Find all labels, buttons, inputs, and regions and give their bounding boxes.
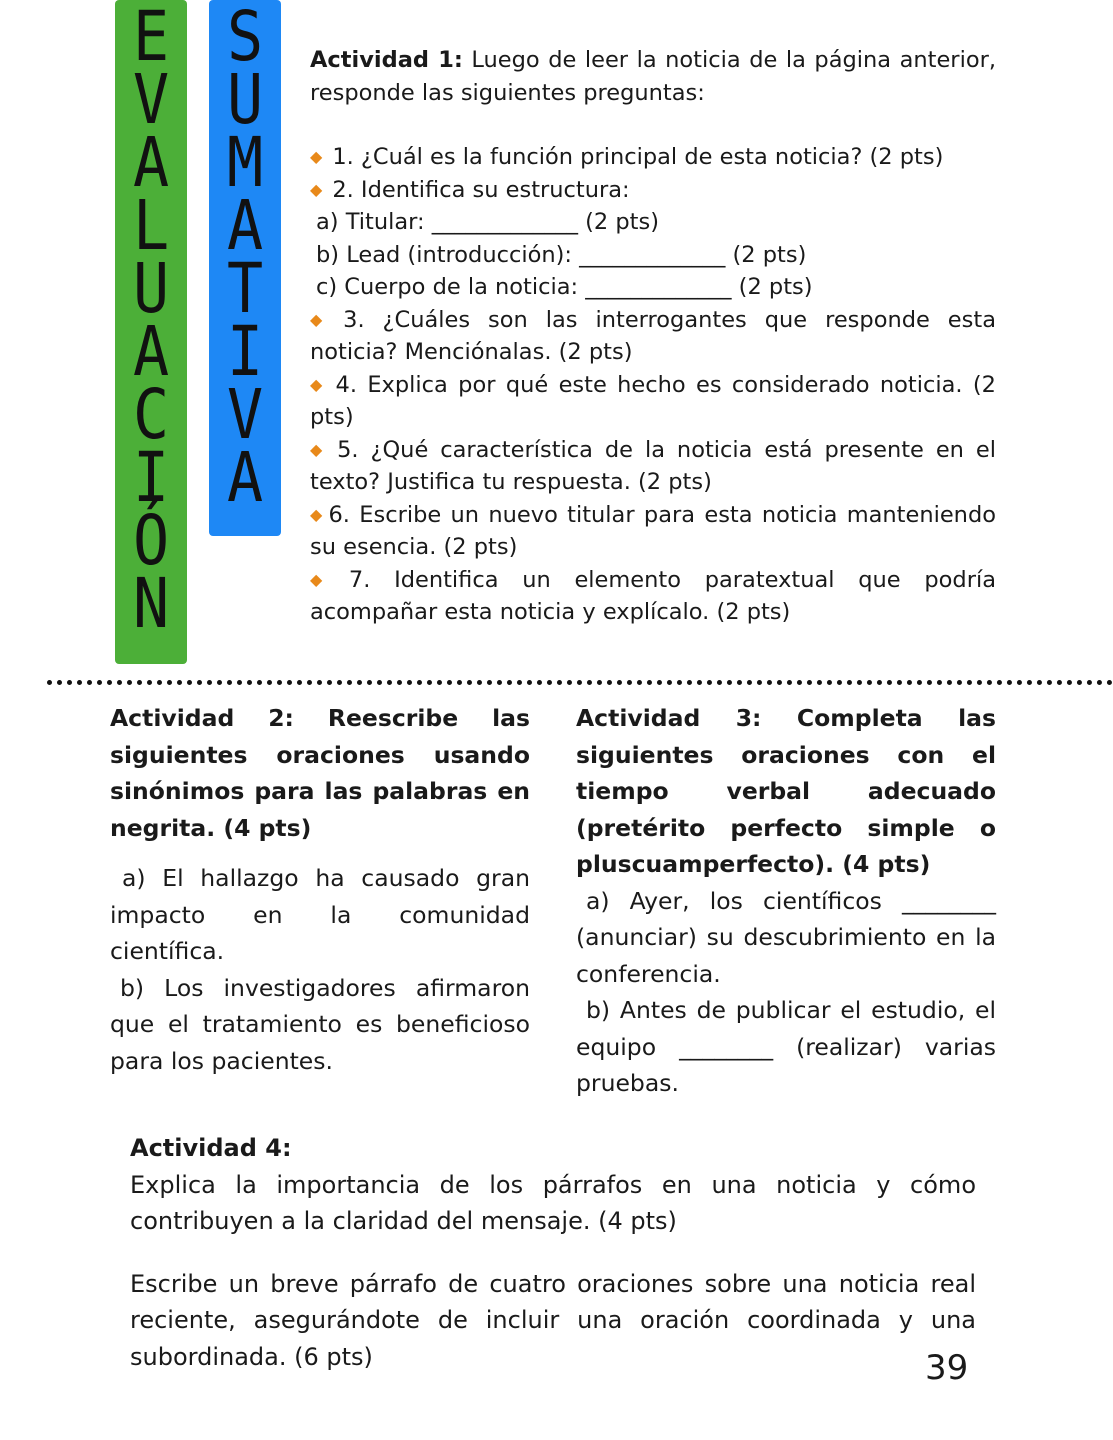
- banner-letter: I: [132, 437, 170, 519]
- banner-letter: U: [132, 248, 170, 330]
- question-1: [310, 141, 996, 174]
- activity-2: [110, 700, 530, 1079]
- banner-letter: U: [226, 59, 264, 141]
- banner-letter: M: [226, 122, 264, 204]
- activity-2-item-a: a) El hallazgo ha causado gran impacto en la comunidad científica.: [110, 864, 530, 965]
- question-6: [310, 499, 996, 564]
- question-2-text: 2. Identifica su estructura:: [332, 176, 630, 203]
- question-7: [310, 564, 996, 629]
- banner-letter: I: [226, 311, 264, 393]
- question-2: [310, 174, 996, 207]
- activity-3-item-b: b) Antes de publicar el estudio, el equipo ________ (realizar) varias pruebas.: [576, 996, 996, 1097]
- banner-letter: A: [132, 311, 170, 393]
- banner-letter: A: [132, 122, 170, 204]
- banner-letter: V: [226, 374, 264, 456]
- activity-1-intro: [310, 44, 996, 109]
- diamond-bullet-icon: ◆: [310, 309, 334, 329]
- activity-4-prompt-1: Explica la importancia de los párrafos en una noticia y cómo contribuyen a la claridad del mensaje. (4 pts): [130, 1170, 976, 1235]
- diamond-bullet-icon: ◆: [310, 569, 339, 589]
- evaluacion-banner: [115, 0, 187, 664]
- activity-3-item-a: a) Ayer, los científicos ________ (anunciar) su descubrimiento en la conferencia.: [576, 886, 996, 988]
- banner-letter: S: [226, 0, 264, 78]
- question-4-text: 4. Explica por qué este hecho es considerado noticia. (2 pts): [310, 371, 996, 430]
- banner-letter: A: [226, 437, 264, 519]
- banner-letter: A: [226, 185, 264, 267]
- dotted-divider: [47, 680, 1113, 685]
- activity-4: [130, 1130, 976, 1375]
- activity-1-title: Actividad 1:: [310, 47, 463, 73]
- banner-letter: N: [132, 563, 170, 645]
- question-3-text: 3. ¿Cuáles son las interrogantes que responde esta noticia? Menciónalas. (2 pts): [310, 306, 996, 365]
- activity-4-prompt-2: Escribe un breve párrafo de cuatro oraciones sobre una noticia real reciente, asegurándote de incluir una oración coordinada y una subordinada. (6 pts): [130, 1269, 976, 1371]
- diamond-bullet-icon: ◆: [310, 374, 326, 394]
- question-3: [310, 304, 996, 369]
- banner-letter: E: [132, 0, 170, 78]
- question-6-text: 6. Escribe un nuevo titular para esta noticia manteniendo su esencia. (2 pts): [310, 501, 996, 560]
- question-2b: b) Lead (introducción): _____________ (2 pts): [316, 241, 807, 268]
- question-2c: c) Cuerpo de la noticia: _____________ (2 pts): [316, 274, 813, 300]
- activity-1: [310, 44, 996, 629]
- question-5-text: 5. ¿Qué característica de la noticia está presente en el texto? Justifica tu respuesta. (2 pts): [310, 436, 996, 495]
- banner-letter: Ó: [132, 500, 170, 582]
- banner-letter: T: [226, 248, 264, 330]
- activity-4-title: Actividad 4:: [130, 1134, 292, 1162]
- question-1-text: 1. ¿Cuál es la función principal de esta noticia? (2 pts): [332, 144, 944, 170]
- activity-2-item-b: b) Los investigadores afirmaron que el tratamiento es beneficioso para los pacientes.: [110, 973, 530, 1075]
- diamond-bullet-icon: ◆: [310, 439, 328, 459]
- banner-letter: L: [132, 185, 170, 267]
- activity-2-title: Actividad 2: Reescribe las siguientes oraciones usando sinónimos para las palabras en negrita. (4 pts): [110, 704, 530, 842]
- question-2a: a) Titular: _____________ (2 pts): [316, 209, 659, 235]
- activity-3-title: Actividad 3: Completa las siguientes oraciones con el tiempo verbal adecuado (pretérito perfecto simple o pluscuamperfecto). (4 pts): [576, 704, 996, 878]
- question-7-text: 7. Identifica un elemento paratextual que podría acompañar esta noticia y explícalo. (2 pts): [310, 566, 996, 625]
- page-number: 39: [925, 1348, 969, 1388]
- question-4: [310, 369, 996, 434]
- sumativa-banner: [209, 0, 281, 536]
- diamond-bullet-icon: ◆: [310, 147, 323, 166]
- banner-letter: C: [132, 374, 170, 456]
- diamond-bullet-icon: ◆: [310, 504, 325, 524]
- diamond-bullet-icon: ◆: [310, 179, 323, 199]
- activity-1-intro-text: Luego de leer la noticia de la página anterior, responde las siguientes preguntas:: [310, 47, 996, 106]
- question-5: [310, 434, 996, 499]
- activity-3: [576, 700, 996, 1102]
- banner-letter: V: [132, 59, 170, 141]
